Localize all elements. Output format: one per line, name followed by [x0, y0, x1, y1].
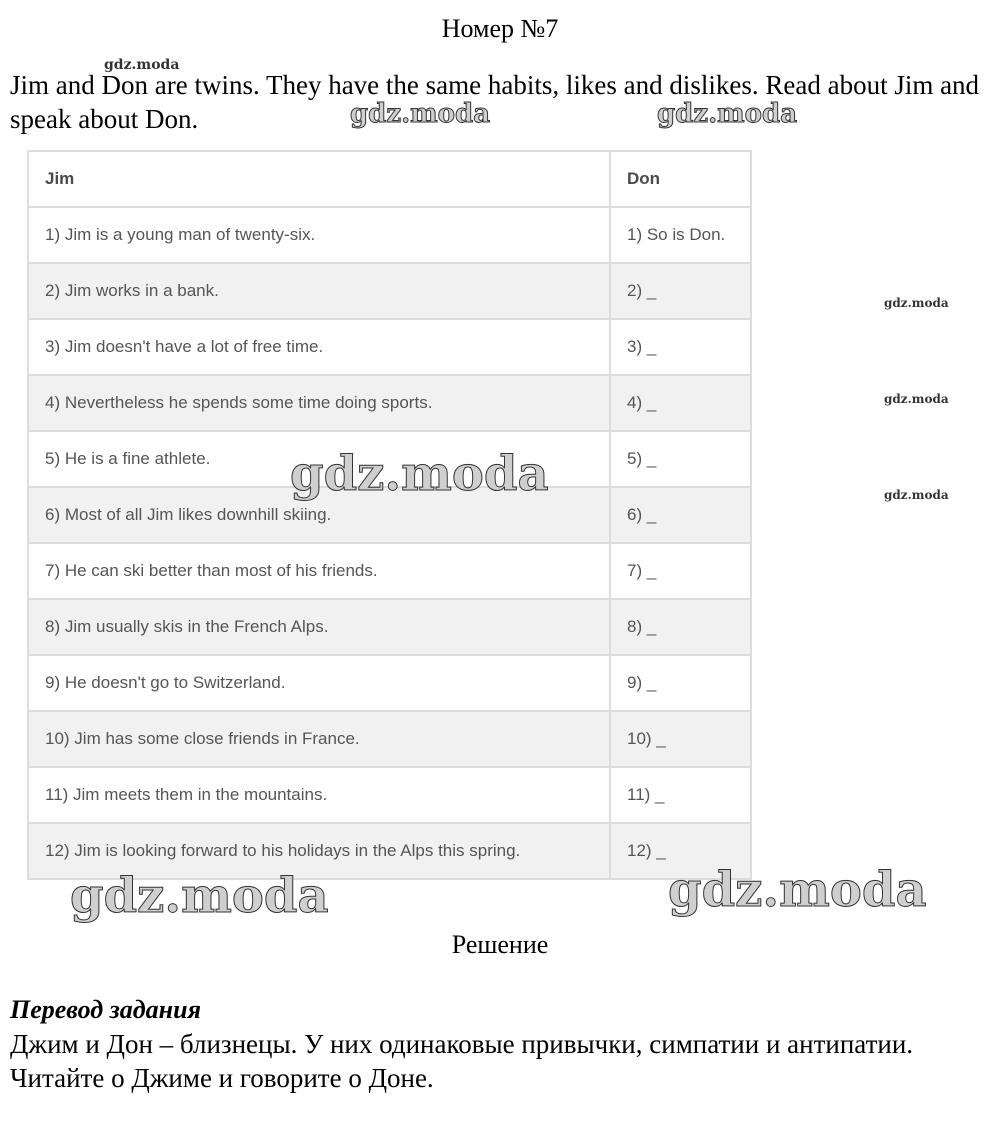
- table-row: [28, 263, 751, 319]
- don-cell: 2) _: [610, 263, 751, 319]
- jim-cell: 7) He can ski better than most of his friends.: [28, 543, 610, 599]
- translation-title: Перевод задания: [10, 995, 201, 1024]
- jim-cell: 10) Jim has some close friends in France.: [28, 711, 610, 767]
- table-row: [28, 319, 751, 375]
- watermark: gdz.moda: [884, 488, 949, 502]
- table-row: [28, 711, 751, 767]
- jim-cell: 3) Jim doesn't have a lot of free time.: [28, 319, 610, 375]
- don-cell: 1) So is Don.: [610, 207, 751, 263]
- don-cell: 11) _: [610, 767, 751, 823]
- watermark: gdz.moda: [290, 446, 549, 502]
- jim-cell: 11) Jim meets them in the mountains.: [28, 767, 610, 823]
- translation-text: Джим и Дон – близнецы. У них одинаковые привычки, симпатии и антипатии. Читайте о Джиме и говорите о Доне.: [10, 1029, 914, 1093]
- watermark: gdz.moda: [657, 99, 798, 129]
- page-title: Номер №7: [441, 14, 559, 43]
- don-cell: 4) _: [610, 375, 751, 431]
- don-cell: 8) _: [610, 599, 751, 655]
- don-cell: 9) _: [610, 655, 751, 711]
- jim-cell: 5) He is a fine athlete.: [28, 431, 610, 487]
- table-row: [28, 599, 751, 655]
- don-cell: 10) _: [610, 711, 751, 767]
- jim-cell: 2) Jim works in a bank.: [28, 263, 610, 319]
- table-row: [28, 207, 751, 263]
- jim-cell: 12) Jim is looking forward to his holidays in the Alps this spring.: [28, 823, 610, 879]
- jim-cell: 1) Jim is a young man of twenty-six.: [28, 207, 610, 263]
- don-cell: 12) _: [610, 823, 751, 879]
- column-header-don: Don: [610, 151, 751, 207]
- don-cell: 3) _: [610, 319, 751, 375]
- task-intro: Jim and Don are twins. They have the same habits, likes and dislikes. Read about Jim and speak about Don.: [10, 70, 980, 134]
- jim-cell: 8) Jim usually skis in the French Alps.: [28, 599, 610, 655]
- watermark: gdz.moda: [350, 99, 491, 129]
- table-row: [28, 767, 751, 823]
- solution-label: Решение: [451, 930, 549, 959]
- column-header-jim: Jim: [28, 151, 610, 207]
- watermark: gdz.moda: [884, 296, 949, 310]
- watermark: gdz.moda: [104, 57, 180, 73]
- table-row: [28, 543, 751, 599]
- don-cell: 6) _: [610, 487, 751, 543]
- table-row: [28, 375, 751, 431]
- don-cell: 5) _: [610, 431, 751, 487]
- watermark: gdz.moda: [70, 868, 329, 924]
- jim-cell: 6) Most of all Jim likes downhill skiing.: [28, 487, 610, 543]
- task-table: [27, 150, 752, 880]
- don-cell: 7) _: [610, 543, 751, 599]
- watermark: gdz.moda: [668, 862, 927, 918]
- table-row: [28, 655, 751, 711]
- jim-cell: 9) He doesn't go to Switzerland.: [28, 655, 610, 711]
- watermark: gdz.moda: [884, 392, 949, 406]
- jim-cell: 4) Nevertheless he spends some time doing sports.: [28, 375, 610, 431]
- table-header-row: [28, 151, 751, 207]
